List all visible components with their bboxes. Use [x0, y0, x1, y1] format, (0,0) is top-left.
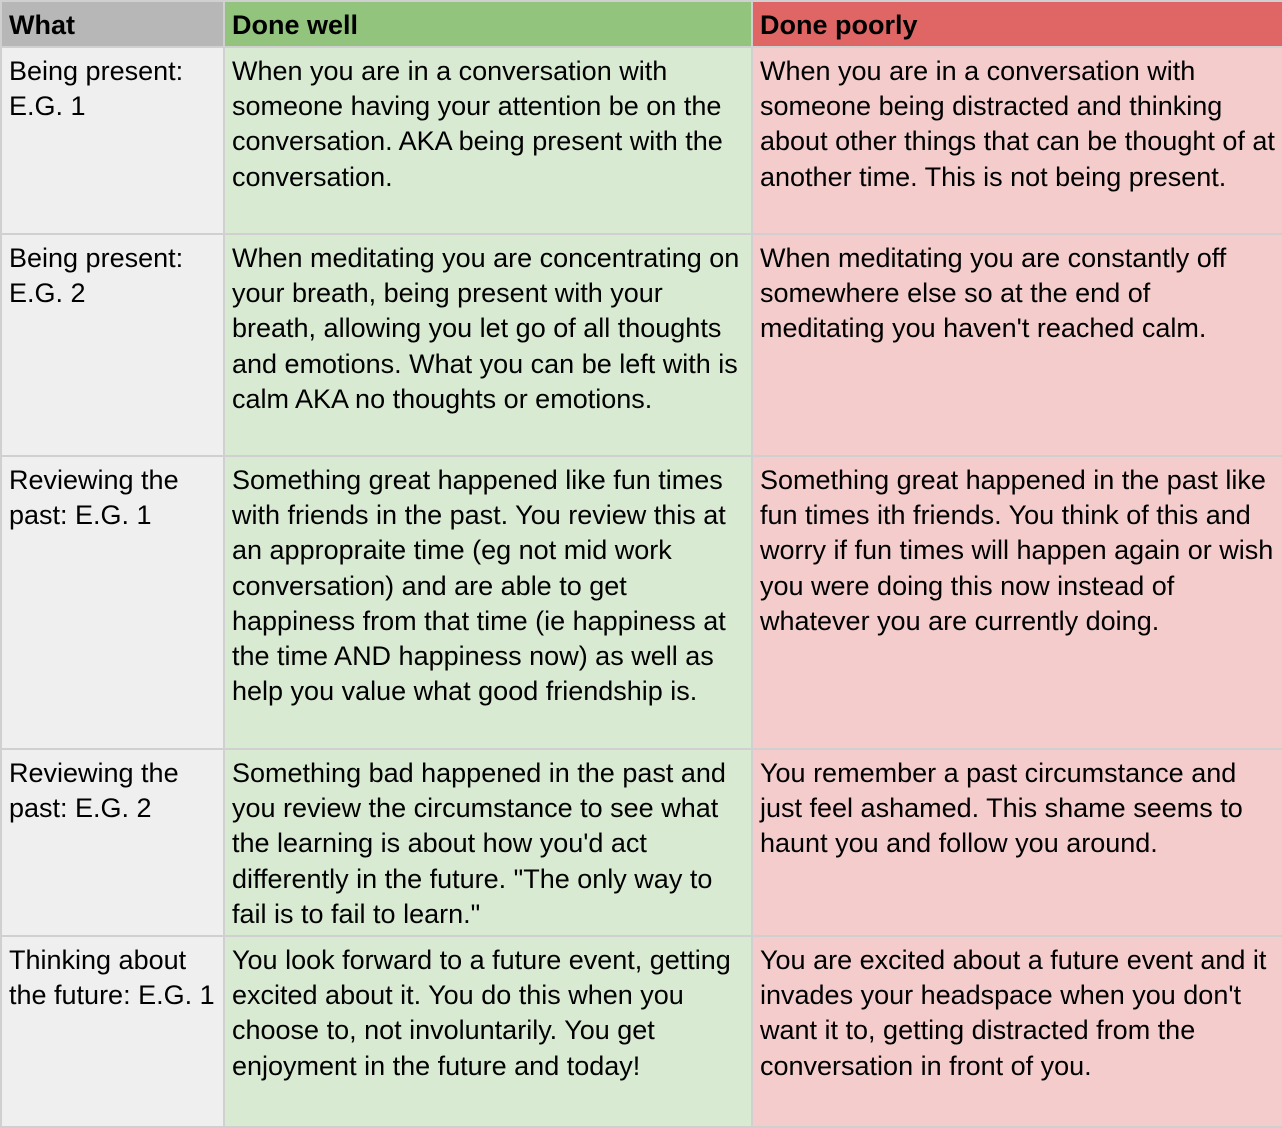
table-row — [1, 456, 1282, 749]
cell-done-well[interactable]: Something bad happened in the past and you review the circumstance to see what the learning is about how you'd act differently in the future. "The only way to fail is to fail to learn." — [224, 749, 752, 936]
cell-done-poorly[interactable]: When meditating you are constantly off somewhere else so at the end of meditating you haven't reached calm. — [752, 234, 1282, 456]
table-row — [1, 234, 1282, 456]
cell-what[interactable]: Being present: E.G. 1 — [1, 47, 224, 234]
header-done-poorly[interactable]: Done poorly — [752, 1, 1282, 47]
cell-done-well[interactable]: Something great happened like fun times with friends in the past. You review this at an appropraite time (eg not mid work conversation) and are able to get happiness from that time (ie happiness at the time AND happiness now) as well as help you value what good friendship is. — [224, 456, 752, 749]
table-row — [1, 936, 1282, 1127]
cell-what[interactable]: Reviewing the past: E.G. 2 — [1, 749, 224, 936]
cell-done-well[interactable]: When meditating you are concentrating on your breath, being present with your breath, allowing you let go of all thoughts and emotions. What you can be left with is calm AKA no thoughts or emotions. — [224, 234, 752, 456]
header-row — [1, 1, 1282, 47]
table-row — [1, 749, 1282, 936]
header-what[interactable]: What — [1, 1, 224, 47]
cell-done-poorly[interactable]: When you are in a conversation with someone being distracted and thinking about other things that can be thought of at another time. This is not being present. — [752, 47, 1282, 234]
cell-what[interactable]: Thinking about the future: E.G. 1 — [1, 936, 224, 1127]
cell-what[interactable]: Being present: E.G. 2 — [1, 234, 224, 456]
cell-done-poorly[interactable]: You remember a past circumstance and just feel ashamed. This shame seems to haunt you and follow you around. — [752, 749, 1282, 936]
cell-what[interactable]: Reviewing the past: E.G. 1 — [1, 456, 224, 749]
table-row — [1, 47, 1282, 234]
cell-done-poorly[interactable]: Something great happened in the past like fun times ith friends. You think of this and worry if fun times will happen again or wish you were doing this now instead of whatever you are currently doing. — [752, 456, 1282, 749]
header-done-well[interactable]: Done well — [224, 1, 752, 47]
cell-done-poorly[interactable]: You are excited about a future event and it invades your headspace when you don't want it to, getting distracted from the conversation in front of you. — [752, 936, 1282, 1127]
cell-done-well[interactable]: When you are in a conversation with someone having your attention be on the conversation. AKA being present with the conversation. — [224, 47, 752, 234]
cell-done-well[interactable]: You look forward to a future event, getting excited about it. You do this when you choose to, not involuntarily. You get enjoyment in the future and today! — [224, 936, 752, 1127]
